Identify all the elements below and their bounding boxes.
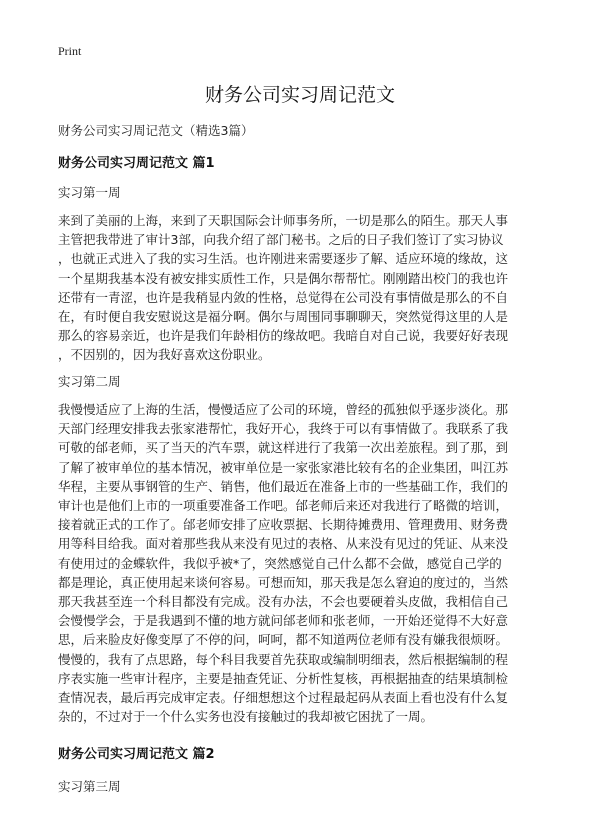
document-subtitle: 财务公司实习周记范文（精选3篇） — [58, 123, 254, 138]
week-label-3: 实习第三周 — [58, 779, 121, 794]
paragraph-line: 慢慢的，我有了点思路，每个科目我要首先获取或编制明细表，然后根据编制的程 — [58, 651, 509, 667]
paragraph-line: 了解了被审单位的基本情况，被审单位是一家张家港比较有名的企业集团，叫江苏 — [58, 459, 509, 475]
paragraph-line: 天部门经理安排我去张家港帮忙，我好开心，我终于可以有事情做了。我联系了我 — [58, 421, 509, 437]
paragraph-line: 一个星期我基本没有被安排实质性工作，只是偶尔帮帮忙。刚刚踏出校门的我也许 — [58, 270, 509, 286]
section-heading-2: 财务公司实习周记范文 篇2 — [58, 747, 215, 762]
paragraph-line: 那天我甚至连一个科目都没有完成。没有办法，不会也要硬着头皮做，我相信自己 — [58, 594, 509, 610]
paragraph-line: ，也就正式进入了我的实习生活。也许刚进来需要逐步了解、适应环境的缘故，这 — [58, 251, 509, 267]
paragraph-line: 序表实施一些审计程序，主要是抽查凭证、分析性复核，再根据抽查的结果填制检 — [58, 670, 509, 686]
paragraph-line: 会慢慢学会，于是我遇到不懂的地方就问邰老师和张老师，一开始还觉得不大好意 — [58, 613, 509, 629]
week-label-2: 实习第二周 — [58, 374, 121, 389]
week-label-1: 实习第一周 — [58, 185, 121, 200]
paragraph-line: 可敬的邰老师，买了当天的汽车票，就这样进行了我第一次出差旅程。到了那，到 — [58, 440, 509, 456]
paragraph-week-2 — [58, 400, 544, 726]
paragraph-line: 都是理论，真正使用起来谈何容易。可想而知，那天我是怎么窘迫的度过的，当然 — [58, 574, 509, 590]
paragraph-line: 那么的容易亲近，也许是我们年龄相仿的缘故吧。我暗自对自己说，我要好好表现 — [58, 328, 509, 344]
paragraph-line: 华程，主要从事钢管的生产、销售，他们最近在准备上市的一些基础工作，我们的 — [58, 478, 509, 494]
paragraph-line: 在，有时便自我安慰说这是福分啊。偶尔与周围同事聊聊天，突然觉得这里的人是 — [58, 309, 509, 325]
paragraph-line: 思，后来脸皮好像变厚了不停的问，呵呵，都不知道两位老师有没有嫌我很烦呀。 — [58, 632, 509, 648]
paragraph-line: 用等科目给我。面对着那些我从来没有见过的表格、从来没有见过的凭证、从来没 — [58, 536, 509, 552]
paragraph-line: ，不因别的，因为我好喜欢这份职业。 — [58, 347, 271, 363]
section-heading-1: 财务公司实习周记范文 篇1 — [58, 156, 215, 171]
paragraph-line: 查情况表，最后再完成审定表。仔细想想这个过程最起码从表面上看也没有什么复 — [58, 690, 509, 706]
page-title: 财务公司实习周记范文 — [204, 84, 395, 106]
paragraph-line: 接着就正式的工作了。邰老师安排了应收票据、长期待摊费用、管理费用、财务费 — [58, 517, 509, 533]
paragraph-line: 杂的，不过对于一个什么实务也没有接触过的我却被它困扰了一周。 — [58, 709, 434, 725]
print-label[interactable]: Print — [58, 44, 82, 58]
paragraph-line: 主管把我带进了审计3部，向我介绍了部门秘书。之后的日子我们签订了实习协议 — [58, 232, 504, 248]
paragraph-line: 我慢慢适应了上海的生活，慢慢适应了公司的环境，曾经的孤独似乎逐步淡化。那 — [58, 402, 509, 417]
paragraph-line: 还带有一青涩，也许是我稍显内敛的性格，总觉得在公司没有事情做是那么的不自 — [58, 289, 509, 305]
paragraph-line: 有使用过的金蝶软件，我似乎被*了，突然感觉自己什么都不会做，感觉自己学的 — [58, 555, 502, 571]
paragraph-line: 审计也是他们上市的一项重要准备工作吧。邰老师后来还对我进行了略微的培训， — [58, 498, 509, 514]
paragraph-line: 来到了美丽的上海，来到了天职国际会计师事务所，一切是那么的陌生。那天人事 — [58, 213, 509, 228]
paragraph-week-1 — [58, 211, 544, 365]
